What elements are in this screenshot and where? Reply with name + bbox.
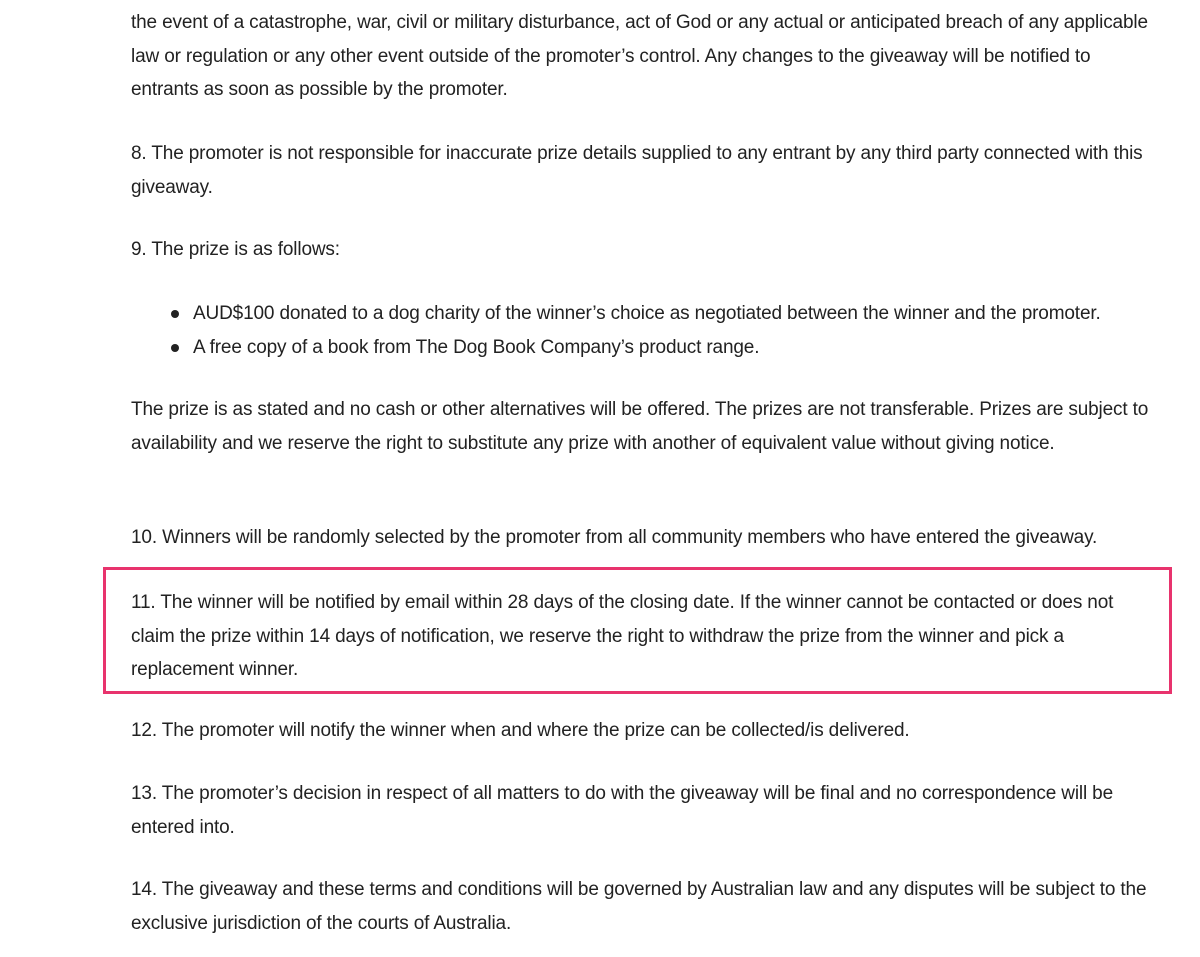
prize-list-item-text: A free copy of a book from The Dog Book Company’s product range. xyxy=(193,336,760,358)
paragraph-11: 11. The winner will be notified by email within 28 days of the closing date. If the winner cannot be contacted or does not claim the prize within 14 days of notification, we reserve the right to withdraw the prize from the winner and pick a replacement winner. xyxy=(131,592,1114,680)
paragraph-13: 13. The promoter’s decision in respect of all matters to do with the giveaway will be final and no correspondence will be entered into. xyxy=(131,783,1114,838)
paragraph-9: 9. The prize is as follows: xyxy=(131,239,340,260)
paragraph-12: 12. The promoter will notify the winner when and where the prize can be collected/is delivered. xyxy=(131,720,910,741)
prize-list xyxy=(131,297,1161,364)
paragraph-8: 8. The promoter is not responsible for inaccurate prize details supplied to any entrant by any third party connected with this giveaway. xyxy=(131,143,1143,198)
prize-list-item-text: AUD$100 donated to a dog charity of the winner’s choice as negotiated between the winner and the promoter. xyxy=(193,303,1101,324)
bullet-icon xyxy=(171,310,179,318)
bullet-icon xyxy=(171,344,179,352)
prize-list-item xyxy=(131,297,1161,331)
paragraph-10: 10. Winners will be randomly selected by the promoter from all community members who have entered the giveaway. xyxy=(131,527,1098,548)
prize-terms-paragraph: The prize is as stated and no cash or other alternatives will be offered. The prizes are not transferable. Prizes are subject to availability and we reserve the right to substitute any prize with another of equivalent value without giving notice. xyxy=(131,399,1149,454)
highlight-box xyxy=(103,567,1172,694)
prize-list-item xyxy=(131,331,1161,365)
paragraph-14: 14. The giveaway and these terms and conditions will be governed by Australian law and any disputes will be subject to the exclusive jurisdiction of the courts of Australia. xyxy=(131,879,1147,934)
paragraph-7-continuation: the event of a catastrophe, war, civil or military disturbance, act of God or any actual or anticipated breach of any applicable law or regulation or any other event outside of the promoter’s control. Any changes to the giveaway will be notified to entrants as soon as possible by the promoter. xyxy=(131,12,1148,100)
